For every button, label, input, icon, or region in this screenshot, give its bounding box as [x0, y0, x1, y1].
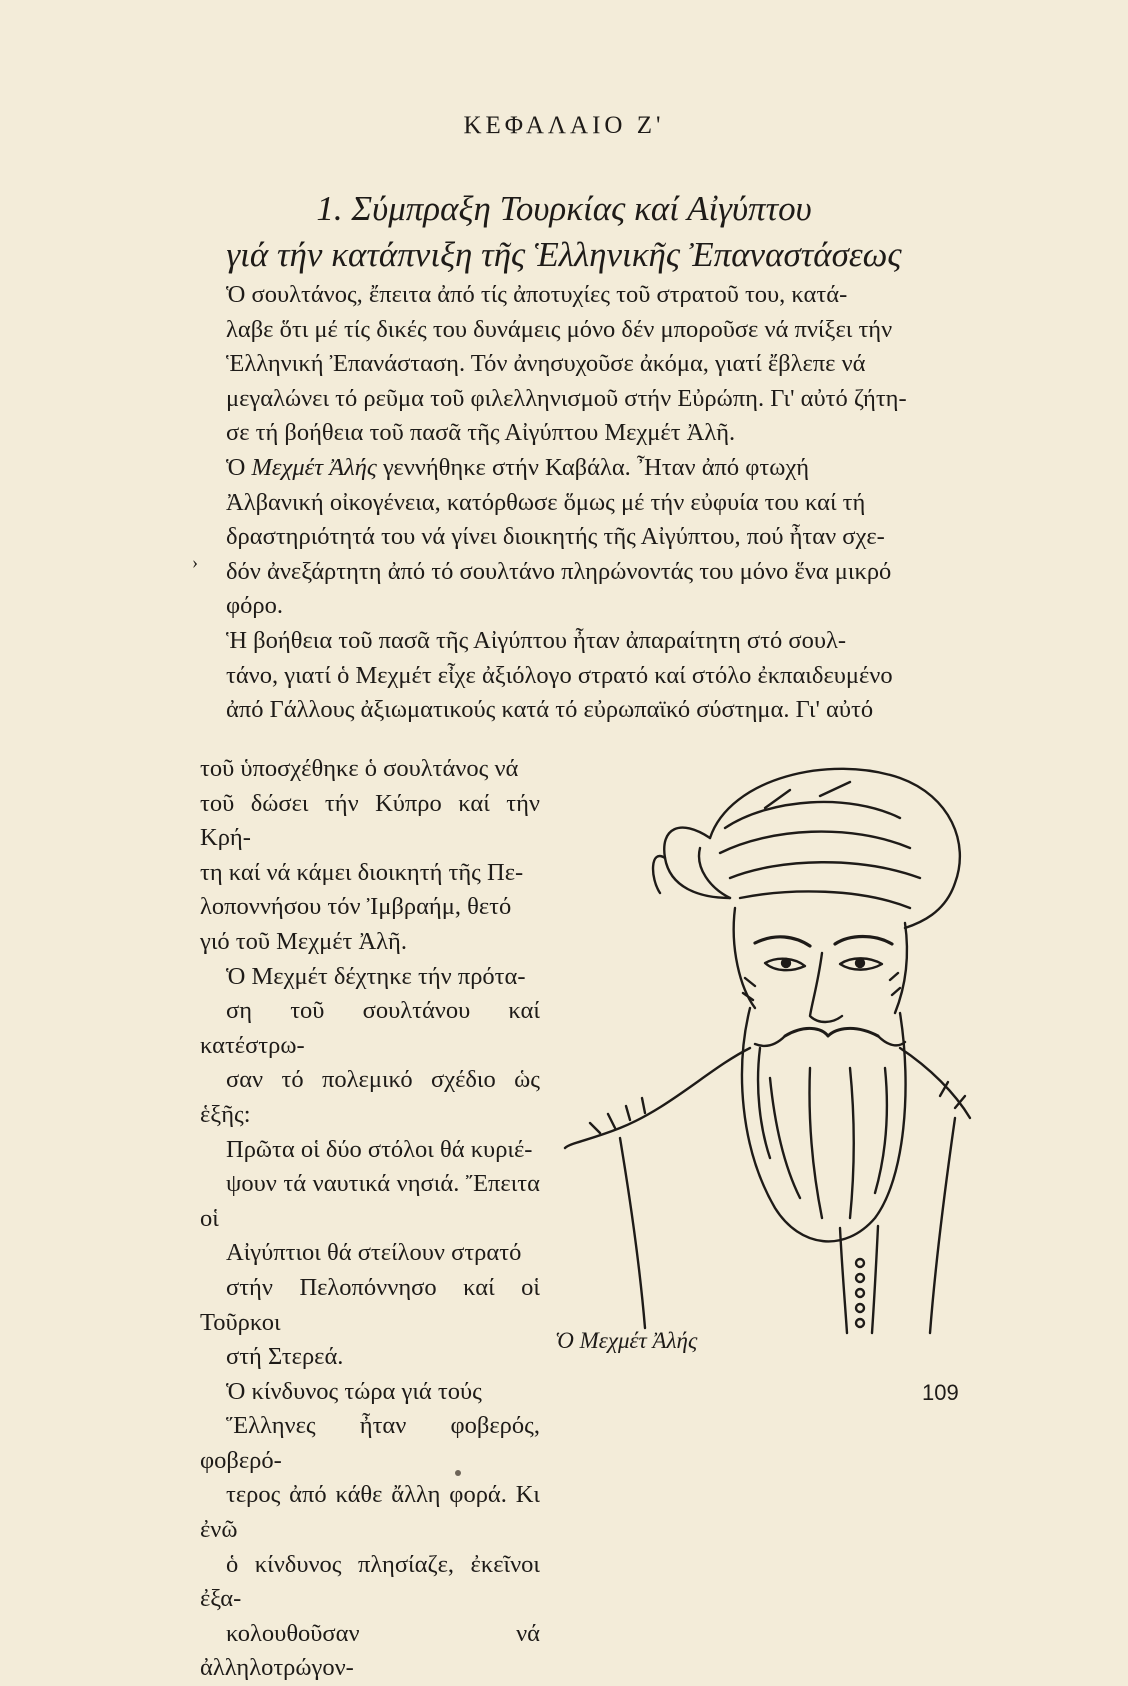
- text-line: Πρῶτα οἱ δύο στόλοι θά κυριέ-: [226, 1135, 533, 1163]
- portrait-ink-lines: [565, 769, 970, 1333]
- text-line: δόν ἀνεξάρτητη ἀπό τό σουλτάνο πληρώνοντάς του μόνο ἕνα μικρό: [226, 557, 892, 585]
- text-line: Ἑλληνική Ἐπανάσταση. Τόν ἀνησυχοῦσε ἀκόμα, γιατί ἔβλεπε νά: [226, 350, 866, 378]
- text-line: γιό τοῦ Μεχμέτ Ἀλῆ.: [200, 927, 407, 955]
- section-title: [0, 186, 1128, 278]
- text-line: λοποννήσου τόν Ἰμβραήμ, θετό: [200, 893, 512, 921]
- body-text-left-column: [200, 752, 540, 1686]
- page-number: 109: [922, 1380, 959, 1405]
- paragraph-3-continued: [200, 752, 540, 960]
- section-title-line-2: γιά τήν κατάπνιξη τῆς Ἑλληνικῆς Ἐπαναστάσεως: [226, 235, 902, 274]
- text-line: Ὁ σουλτάνος, ἔπειτα ἀπό τίς ἀποτυχίες τοῦ στρατοῦ του, κατά-: [226, 281, 848, 308]
- emphasized-name: Μεχμέτ Ἀλής: [251, 453, 377, 481]
- paper-speck: [455, 1470, 461, 1476]
- paragraph-3: [200, 624, 958, 728]
- text-line: Ἀλβανική οἰκογένεια, κατόρθωσε ὅμως μέ τήν εὐφυία του καί τή: [226, 488, 866, 516]
- text-line: στήν Πελοπόννησο καί οἱ Τοῦρκοι: [200, 1273, 540, 1336]
- text-line: ὁ κίνδυνος πλησίαζε, ἐκεῖνοι ἐξα-: [200, 1550, 540, 1613]
- body-text-full-width: [200, 278, 958, 728]
- text-line: Ὁ Μεχμέτ δέχτηκε τήν πρότα-: [226, 962, 526, 990]
- text-line: ση τοῦ σουλτάνου καί κατέστρω-: [200, 997, 540, 1059]
- paragraph-4: [200, 960, 540, 1375]
- text-line: λαβε ὅτι μέ τίς δικές του δυνάμεις μόνο δέν μποροῦσε νά πνίξει τήν: [226, 315, 893, 343]
- text-fragment: Ὁ: [226, 453, 252, 481]
- text-line: τάνο, γιατί ὁ Μεχμέτ εἶχε ἀξιόλογο στρατό καί στόλο ἐκπαιδευμένο: [226, 661, 893, 689]
- text-line: τοῦ ὑποσχέθηκε ὁ σουλτάνος νά: [200, 755, 519, 782]
- paragraph-2: [200, 451, 958, 624]
- text-line: μεγαλώνει τό ρεῦμα τοῦ φιλελληνισμοῦ στήν Εὐρώπη. Γι' αὐτό ζήτη-: [226, 384, 907, 412]
- illustration-caption: Ὁ Μεχμέτ Ἀλής: [555, 1328, 698, 1353]
- text-line: δραστηριότητά του νά γίνει διοικητής τῆς Αἰγύπτου, πού ἦταν σχε-: [226, 523, 885, 551]
- paragraph-1: [200, 278, 958, 451]
- chapter-heading: ΚΕΦΑΛΑΙΟ Ζ': [463, 112, 665, 139]
- mehmet-ali-portrait-illustration: [560, 748, 980, 1338]
- paragraph-5: [200, 1375, 540, 1686]
- text-line: Ἕλληνες ἦταν φοβερός, φοβερό-: [200, 1412, 540, 1474]
- text-line: ψουν τά ναυτικά νησιά. Ἔπειτα οἱ: [200, 1170, 540, 1232]
- text-line: τοῦ δώσει τήν Κύπρο καί τήν Κρή-: [200, 789, 540, 852]
- text-fragment: γεννήθηκε στήν Καβάλα. Ἦταν ἀπό φτωχή: [376, 453, 810, 481]
- text-line: ἀπό Γάλλους ἀξιωματικούς κατά τό εὐρωπαϊκό σύστημα. Γι' αὐτό: [226, 696, 874, 724]
- text-line: τη καί νά κάμει διοικητή τῆς Πε-: [200, 858, 524, 886]
- section-title-line-1: 1. Σύμπραξη Τουρκίας καί Αἰγύπτου: [316, 189, 812, 228]
- text-line: φόρο.: [226, 592, 283, 620]
- text-line: τερος ἀπό κάθε ἄλλη φορά. Κι ἐνῶ: [200, 1481, 540, 1544]
- text-line: [200, 451, 958, 486]
- text-line: Ὁ κίνδυνος τώρα γιά τούς: [226, 1377, 482, 1405]
- text-line: Ἡ βοήθεια τοῦ πασᾶ τῆς Αἰγύπτου ἦταν ἀπαραίτητη στό σουλ-: [226, 626, 846, 654]
- text-line: κολουθοῦσαν νά ἀλληλοτρώγον-: [200, 1619, 540, 1682]
- text-line: σε τή βοήθεια τοῦ πασᾶ τῆς Αἰγύπτου Μεχμέτ Ἀλῆ.: [226, 419, 736, 447]
- text-line: στή Στερεά.: [226, 1343, 344, 1371]
- text-line: Αἰγύπτιοι θά στείλουν στρατό: [226, 1239, 522, 1267]
- text-line: σαν τό πολεμικό σχέδιο ὡς ἑξῆς:: [200, 1066, 540, 1128]
- margin-mark: ›: [192, 552, 198, 572]
